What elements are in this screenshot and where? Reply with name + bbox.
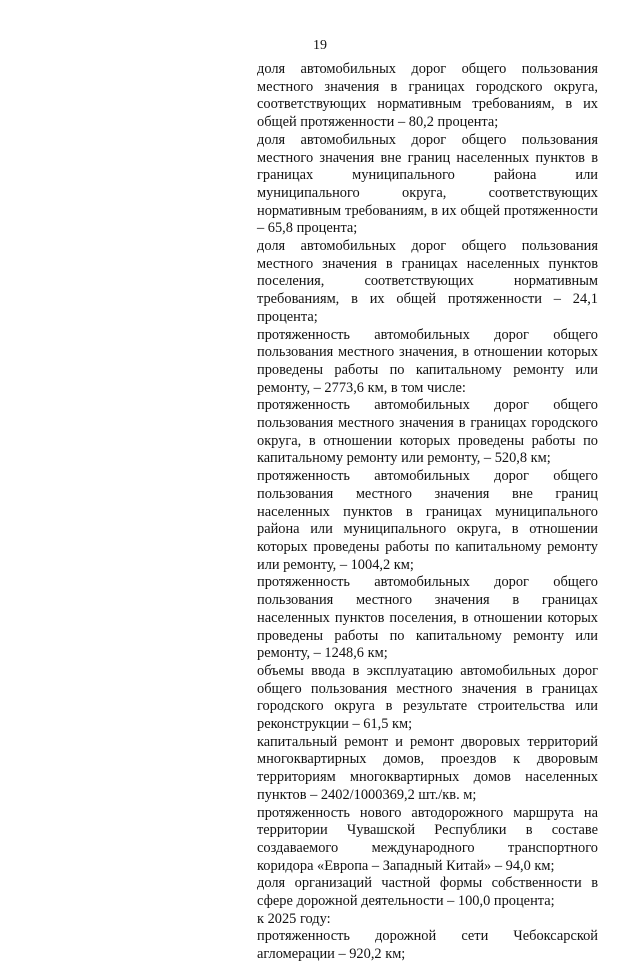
paragraph-private-organizations-share: доля организаций частной формы собственности в сфере дорожной деятельности – 100,0 процента; [257, 875, 598, 910]
paragraph-repaired-district-roads: протяженность автомобильных дорог общего пользования местного значения вне границ населенных пунктов в границах муниципального района или муниципального округа, в отношении которых проведены работы по капитальному ремонту или ремонту, – 1004,2 км; [257, 468, 598, 573]
paragraph-europe-west-china-route: протяженность нового автодорожного маршрута на территории Чувашской Республики в составе создаваемого международного транспортного коридора «Европа – Западный Китай» – 94,0 км; [257, 804, 598, 874]
paragraph-repaired-roads-total: протяженность автомобильных дорог общего пользования местного значения, в отношении которых проведены работы по капитальному ремонту или ремонту, – 2773,6 км, в том числе: [257, 326, 598, 396]
page-number: 19 [313, 38, 327, 53]
paragraph-settlement-roads-share: доля автомобильных дорог общего пользования местного значения в границах населенных пунктов поселения, соответствующих нормативным требованиям, в их общей протяженности – 24,1 процента; [257, 238, 598, 325]
paragraph-cheboksary-agglomeration-network: протяженность дорожной сети Чебоксарской агломерации – 920,2 км; [257, 928, 598, 963]
paragraph-urban-roads-share: доля автомобильных дорог общего пользования местного значения в границах городского округа, соответствующих нормативным требованиям, в их общей протяженности – 80,2 процента; [257, 61, 598, 131]
paragraph-commissioned-roads: объемы ввода в эксплуатацию автомобильных дорог общего пользования местного значения в границах городского округа в результате строительства или реконструкции – 61,5 км; [257, 662, 598, 733]
paragraph-repaired-settlement-roads: протяженность автомобильных дорог общего пользования местного значения в границах населенных пунктов поселения, в отношении которых проведены работы по капитальному ремонту или ремонту, – 1248,6 км; [257, 574, 598, 662]
paragraph-year-2025-heading: к 2025 году: [257, 910, 331, 927]
paragraph-courtyard-repair: капитальный ремонт и ремонт дворовых территорий многоквартирных домов, проездов к дворовым территориям многоквартирных домов населенных пунктов – 2402/1000369,2 шт./кв. м; [257, 733, 598, 803]
document-body [257, 61, 598, 964]
paragraph-district-roads-share: доля автомобильных дорог общего пользования местного значения вне границ населенных пунктов в границах муниципального района или муниципального округа, соответствующих нормативным требованиям, в их общей протяженности – 65,8 процента; [257, 131, 598, 237]
paragraph-repaired-urban-roads: протяженность автомобильных дорог общего пользования местного значения в границах городского округа, в отношении которых проведены работы по капитальному ремонту или ремонту, – 520,8 км; [257, 397, 598, 467]
